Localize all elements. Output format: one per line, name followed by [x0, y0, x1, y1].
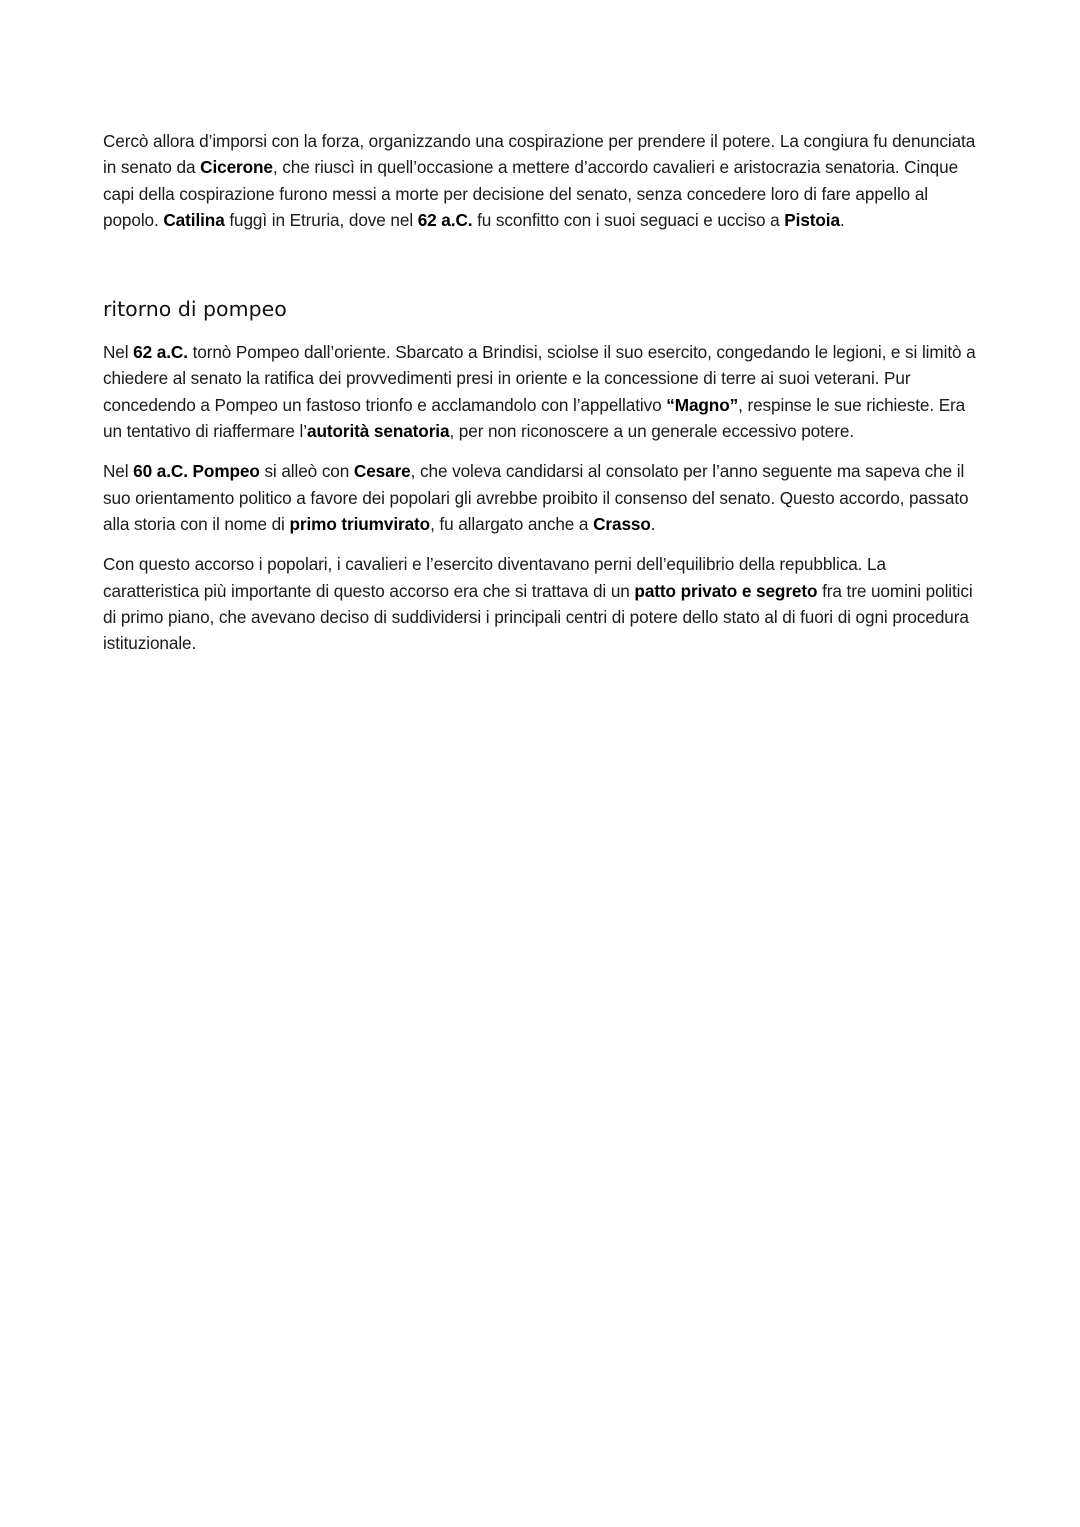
text-run: .	[650, 513, 656, 534]
bold-text-run: 62 a.C.	[133, 342, 188, 363]
text-run: Cercò allora d’imporsi con la forza, organizzando una cospirazione per prendere il potere. La congiura fu denunciata in senato da	[103, 131, 976, 178]
bold-text-run: 60 a.C. Pompeo	[133, 461, 260, 482]
text-run: tornò Pompeo dall’oriente. Sbarcato a Brindisi, sciolse il suo esercito, congedando le legioni, e si limitò a chiedere al senato la ratifica dei provvedimenti presi in oriente e la concessione di terre ai suoi veterani. Pur concedendo a Pompeo un fastoso trionfo e acclamandolo con l’appellativo	[103, 342, 976, 415]
text-run: , che voleva candidarsi al consolato per l’anno seguente ma sapeva che il suo orientamento politico a favore dei popolari gli avrebbe proibito il consenso del senato. Questo accordo, passato alla storia con il nome di	[103, 461, 969, 534]
text-run: , che riuscì in quell’occasione a mettere d’accordo cavalieri e aristocrazia senatoria. Cinque capi della cospirazione furono messi a morte per decisione del senato, senza concedere loro di fare appello al popolo.	[103, 157, 959, 230]
bold-text-run: Cesare	[353, 461, 411, 482]
text-run: fuggì in Etruria, dove nel	[224, 209, 418, 230]
section-heading: ritorno di pompeo	[103, 297, 287, 322]
text-run: Nel	[103, 461, 134, 482]
text-run: Nel	[103, 342, 134, 363]
bold-text-run: primo triumvirato	[289, 513, 431, 534]
paragraph-private-pact	[103, 551, 984, 656]
text-run: , per non riconoscere a un generale eccessivo potere.	[449, 421, 855, 442]
text-run: fra tre uomini politici di primo piano, che avevano deciso di suddividersi i principali centri di potere dello stato al di fuori di ogni procedura istituzionale.	[103, 580, 973, 654]
text-run: .	[839, 209, 845, 230]
bold-text-run: Cicerone	[200, 157, 273, 178]
paragraph-triumvirate	[103, 458, 984, 537]
text-run: Con questo accorso i popolari, i cavalieri e l’esercito diventavano perni dell’equilibrio della repubblica. La caratteristica più importante di questo accorso era che si trattava di un	[103, 554, 886, 601]
bold-text-run: Crasso	[593, 513, 651, 534]
bold-text-run: Catilina	[163, 209, 225, 230]
intro-paragraph	[103, 128, 984, 233]
bold-text-run: autorità senatoria	[307, 421, 450, 442]
bold-text-run: “Magno”	[666, 394, 739, 415]
bold-text-run: 62 a.C.	[417, 209, 473, 230]
text-run: , fu allargato anche a	[430, 513, 594, 534]
bold-text-run: patto privato e segreto	[634, 580, 818, 601]
paragraph-pompeo-return	[103, 339, 984, 444]
bold-text-run: Pistoia	[784, 209, 840, 230]
text-run: si alleò con	[259, 461, 354, 482]
text-run: fu sconfitto con i suoi seguaci e ucciso a	[472, 209, 785, 230]
text-run: , respinse le sue richieste. Era un tentativo di riaffermare l’	[103, 394, 966, 442]
